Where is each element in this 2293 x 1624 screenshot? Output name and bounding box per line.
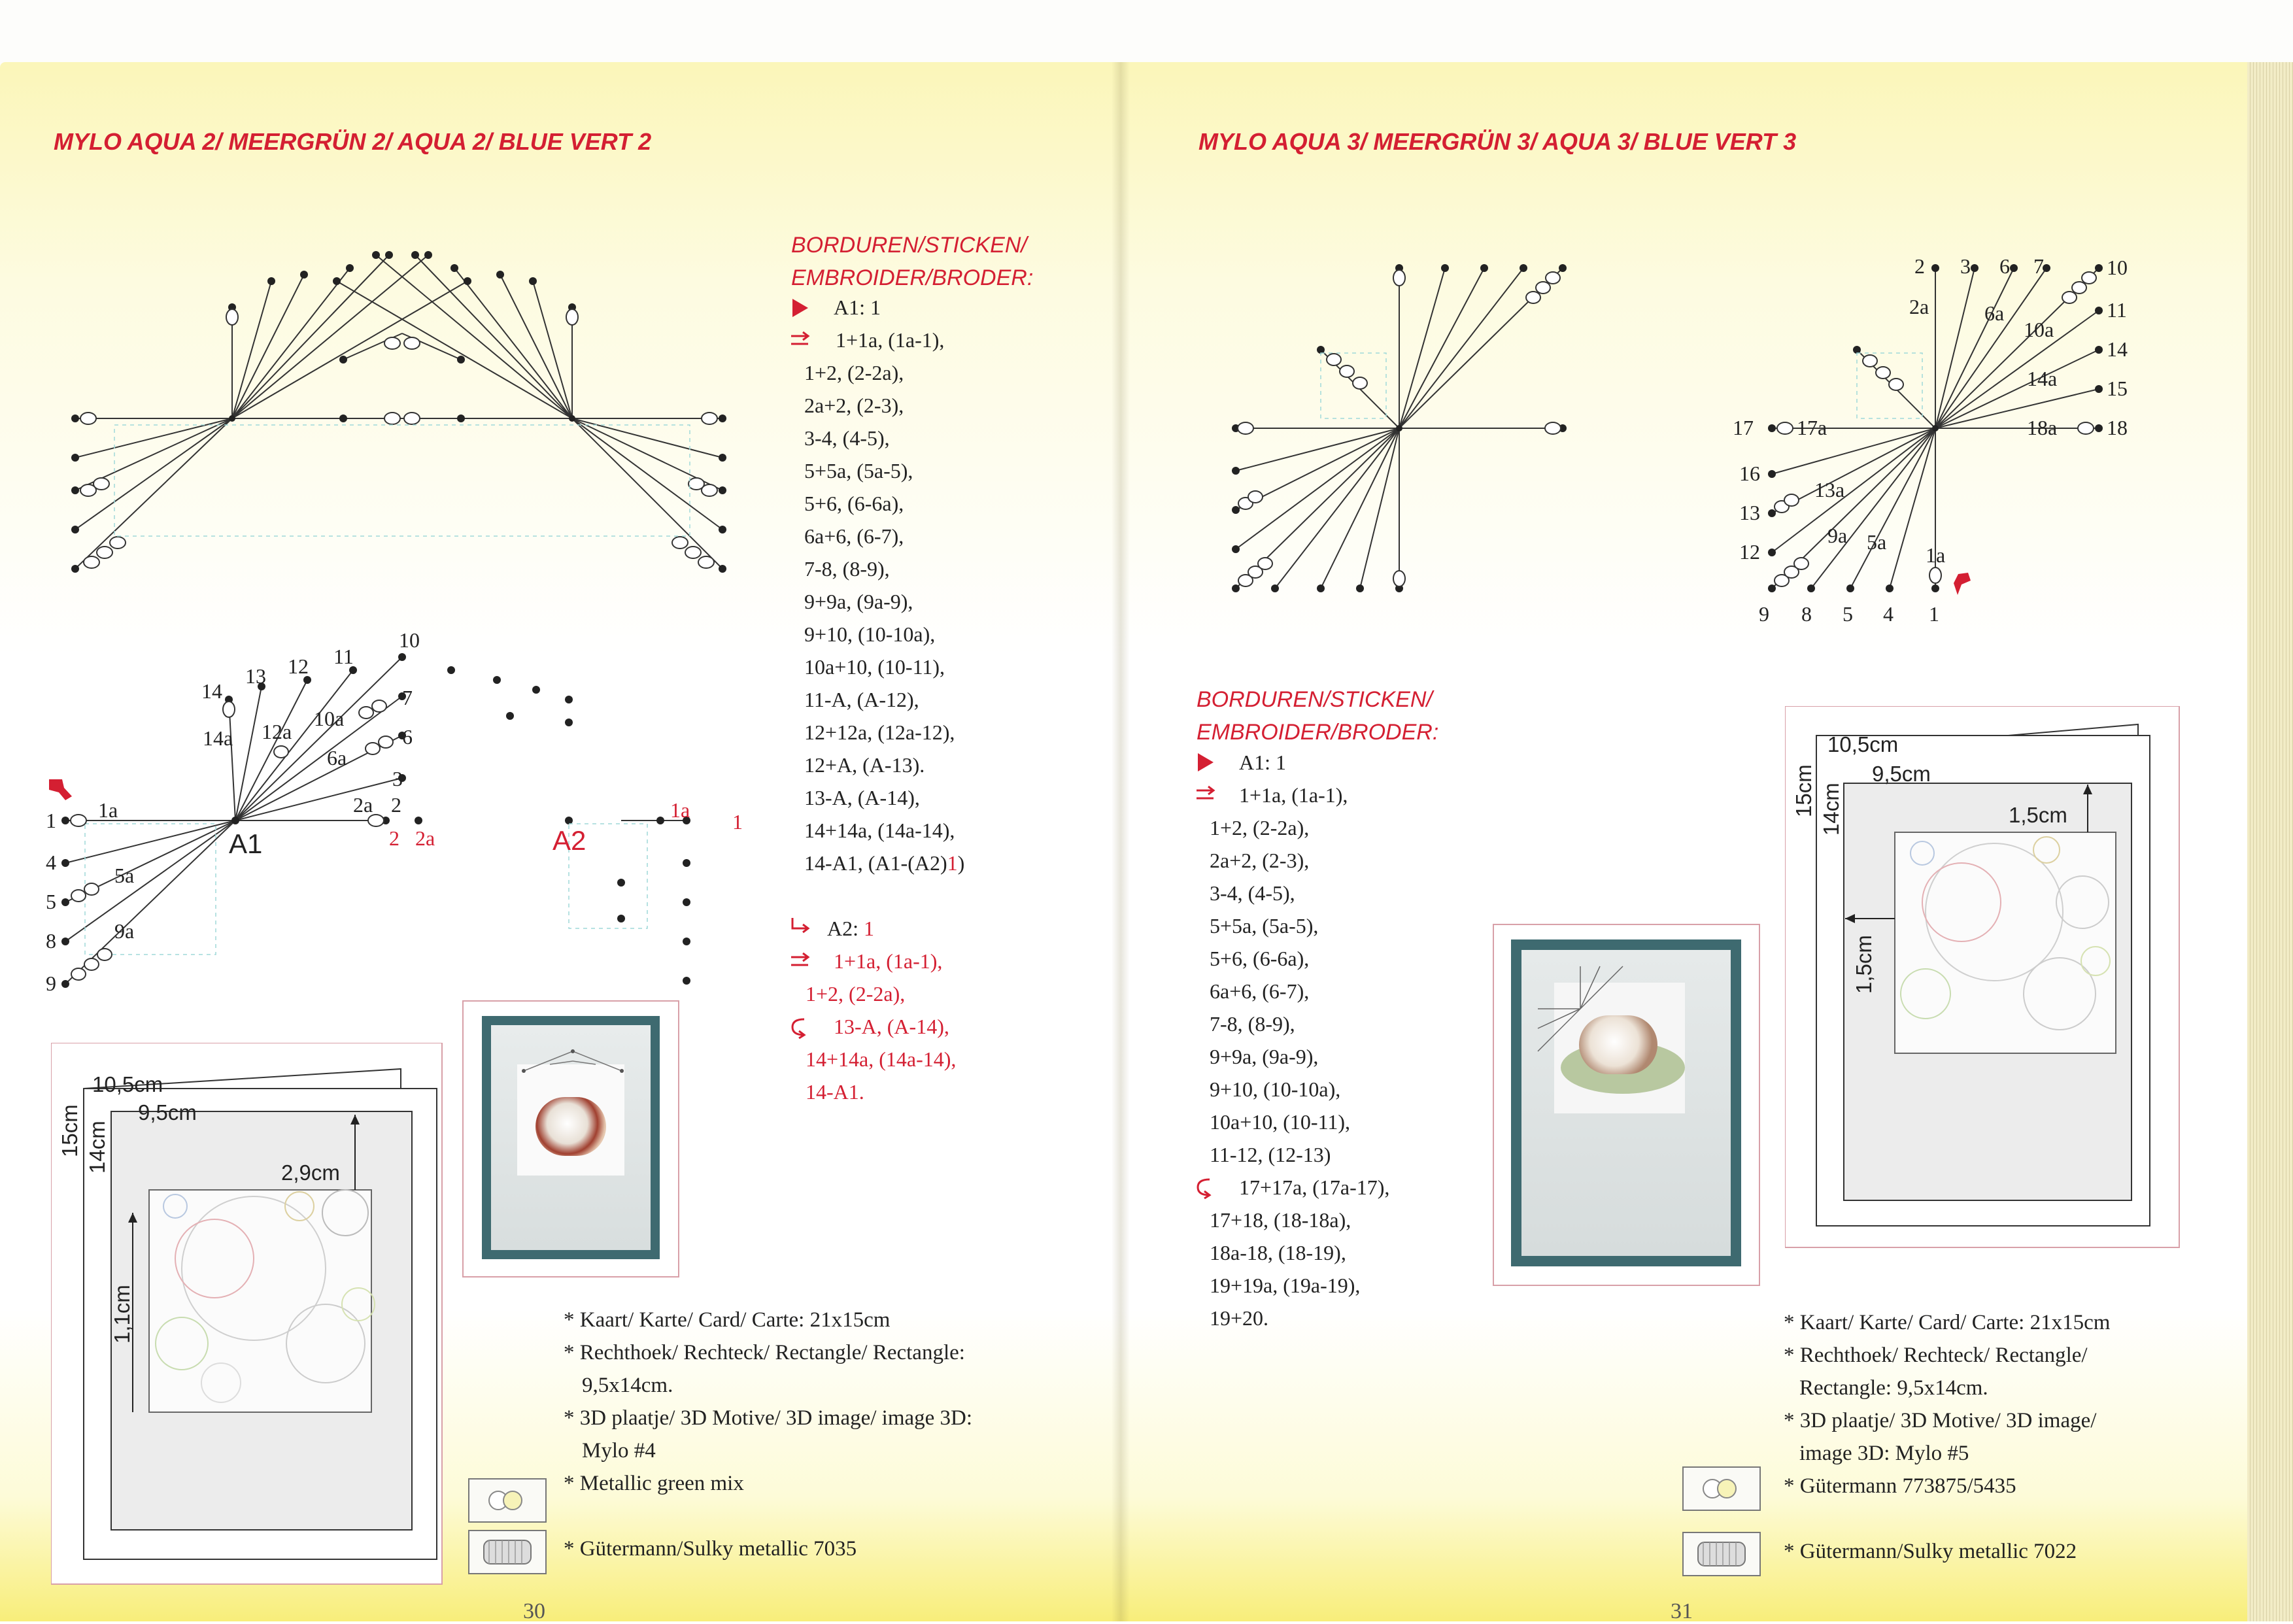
label-8: 8	[46, 929, 56, 953]
return-step-line: 19+19a, (19a-19),	[1210, 1274, 1361, 1297]
needle-pointer-icon	[49, 779, 72, 800]
step-line: 9+9a, (9a-9),	[804, 590, 913, 613]
dim-height-rect: 14cm	[1819, 783, 1843, 836]
return-step-line: 17+17a, (17a-17),	[1239, 1176, 1390, 1199]
step-line: 1+2, (2-2a),	[804, 361, 904, 384]
material-line: 9,5x14cm.	[582, 1374, 673, 1397]
label-17a: 17a	[1797, 416, 1827, 439]
step-line: 7-8, (8-9),	[804, 557, 890, 581]
step-line: 5+5a, (5a-5),	[804, 459, 913, 482]
step-line: 6a+6, (6-7),	[804, 524, 904, 548]
label-2: 2	[1914, 254, 1925, 278]
double-arrow-icon	[1195, 785, 1217, 804]
label-a1: A1	[229, 828, 263, 859]
material-line: Rectangle: 9,5x14cm.	[1799, 1376, 1988, 1400]
step-line: 10a+10, (10-11),	[804, 655, 945, 679]
step-last-red: 1	[947, 851, 958, 875]
dim-width-rect: 9,5cm	[138, 1100, 197, 1125]
label-6a: 6a	[1984, 301, 2005, 325]
page-title-left: MYLO AQUA 2/ MEERGRÜN 2/ AQUA 2/ BLUE VERT 2	[54, 128, 652, 155]
label-17: 17	[1733, 416, 1754, 439]
label-9: 9	[1759, 602, 1769, 626]
color-swatch-icon	[1682, 1466, 1761, 1511]
material-line: * Kaart/ Karte/ Card/ Carte: 21x15cm	[1784, 1311, 2111, 1334]
a2-return-step-line: 14+14a, (14a-14),	[806, 1047, 957, 1071]
step-line-last	[804, 847, 964, 880]
step-line: 1+1a, (1a-1),	[836, 328, 945, 352]
label-2: 2	[391, 793, 401, 817]
step-line: 14+14a, (14a-14),	[804, 819, 955, 842]
stitched-border-pattern	[511, 1038, 635, 1084]
label-18a: 18a	[2027, 416, 2058, 439]
step-line: 2a+2, (2-3),	[1210, 849, 1310, 872]
play-triangle-icon	[791, 297, 809, 318]
label-1: 1	[1929, 602, 1939, 626]
label-10: 10	[2107, 256, 2128, 279]
embroider-heading-line-1: BORDUREN/STICKEN/	[1197, 687, 1433, 712]
dim-side-offset: 1,5cm	[1852, 935, 1876, 994]
label-15: 15	[2107, 377, 2128, 400]
label-5a: 5a	[1867, 530, 1887, 554]
step-line: 5+6, (6-6a),	[804, 492, 904, 515]
material-line: * Rechthoek/ Rechteck/ Rectangle/	[1784, 1344, 2088, 1367]
embroider-heading-right	[1197, 683, 1438, 749]
card-photo-left	[462, 1000, 679, 1277]
label-9a: 9a	[114, 919, 135, 943]
label-9: 9	[46, 972, 56, 994]
thread-spool-icon	[1682, 1532, 1761, 1576]
label-a2-1: 1	[732, 810, 743, 834]
step-line: 1+1a, (1a-1),	[1239, 783, 1348, 807]
label-9a: 9a	[1827, 524, 1848, 547]
card-mat	[482, 1016, 660, 1259]
label-10a: 10a	[2024, 318, 2054, 341]
color-swatch-icon	[468, 1478, 547, 1523]
label-3: 3	[392, 767, 403, 790]
label-13: 13	[245, 664, 266, 688]
label-10: 10	[399, 628, 420, 652]
step-line: 12+12a, (12a-12),	[804, 720, 955, 744]
a2-start-value: 1	[864, 917, 874, 940]
turn-arrow-icon	[790, 917, 812, 936]
step-a1-start: A1: 1	[834, 296, 881, 319]
step-line: 11-12, (12-13)	[1210, 1143, 1331, 1166]
label-14: 14	[201, 679, 222, 703]
numbered-stitch-diagram-left	[46, 628, 765, 994]
card-layout-diagram-left	[51, 1043, 443, 1585]
label-2-red: 2	[389, 826, 399, 850]
card-photo-right	[1493, 924, 1760, 1286]
step-line: 10a+10, (10-11),	[1210, 1110, 1351, 1134]
page-number-right: 31	[1671, 1599, 1693, 1623]
label-13: 13	[1739, 501, 1760, 524]
card-panel	[491, 1025, 651, 1250]
label-3: 3	[1960, 254, 1971, 278]
material-line: * 3D plaatje/ 3D Motive/ 3D image/	[1784, 1409, 2097, 1432]
dim-height-card: 15cm	[58, 1104, 82, 1157]
card-mat	[1511, 939, 1741, 1266]
double-arrow-icon	[790, 951, 812, 971]
play-triangle-icon	[1197, 752, 1215, 773]
dim-height-card: 15cm	[1792, 764, 1816, 817]
return-step-line: 18a-18, (18-19),	[1210, 1241, 1346, 1264]
label-1a: 1a	[1926, 543, 1946, 567]
book-spine	[1112, 62, 1130, 1621]
a2-return-step-line: 13-A, (A-14),	[834, 1015, 949, 1038]
step-a2-start	[827, 913, 874, 945]
a2-start-label: A2:	[827, 917, 858, 940]
step-line: 13-A, (A-14),	[804, 786, 920, 809]
step-last-close: )	[957, 851, 965, 875]
label-8: 8	[1801, 602, 1812, 626]
label-13a: 13a	[1814, 478, 1845, 501]
material-line: * Rechthoek/ Rechteck/ Rectangle/ Rectangle:	[564, 1341, 965, 1364]
label-12: 12	[1739, 540, 1760, 564]
material-line: Mylo #4	[582, 1439, 656, 1463]
label-12: 12	[288, 654, 309, 678]
return-step-line: 17+18, (18-18a),	[1210, 1208, 1351, 1232]
card-layout-diagram-right	[1785, 706, 2181, 1249]
material-line: * Gütermann 773875/5435	[1784, 1474, 2016, 1498]
label-14a: 14a	[2027, 367, 2058, 390]
label-4: 4	[1883, 602, 1894, 626]
label-a2: A2	[552, 825, 586, 856]
label-5: 5	[46, 890, 56, 913]
label-6: 6	[402, 725, 413, 749]
label-18: 18	[2107, 416, 2128, 439]
thread-spool-icon	[468, 1530, 547, 1574]
step-line: 12+A, (A-13).	[804, 753, 925, 777]
label-14a: 14a	[203, 726, 233, 750]
dim-height-rect: 14cm	[85, 1121, 109, 1174]
material-line: * Gütermann/Sulky metallic 7022	[1784, 1540, 2077, 1563]
dim-side-offset: 1,1cm	[110, 1285, 134, 1344]
needle-pointer-icon	[1954, 573, 1971, 595]
label-2a: 2a	[353, 793, 373, 817]
page-title-right: MYLO AQUA 3/ MEERGRÜN 3/ AQUA 3/ BLUE VERT 3	[1198, 128, 1797, 155]
numbered-stitch-diagram-right	[1733, 248, 2164, 634]
label-2a: 2a	[1909, 295, 1929, 318]
step-line: 7-8, (8-9),	[1210, 1012, 1295, 1036]
embroider-heading-line-2: EMBROIDER/BRODER:	[1197, 720, 1439, 745]
return-hook-icon	[1195, 1177, 1215, 1199]
material-line: * Metallic green mix	[564, 1472, 744, 1495]
label-2a-red: 2a	[415, 826, 435, 850]
a2-step-line: 1+1a, (1a-1),	[834, 949, 943, 973]
a2-return-step-line: 14-A1.	[806, 1080, 864, 1104]
step-line: 1+2, (2-2a),	[1210, 816, 1310, 839]
label-7: 7	[2033, 254, 2044, 278]
double-arrow-icon	[790, 330, 812, 350]
step-line: 2a+2, (2-3),	[804, 394, 904, 417]
step-line: 9+9a, (9a-9),	[1210, 1045, 1319, 1068]
dim-top-offset: 1,5cm	[2009, 803, 2067, 827]
embroider-heading-left	[791, 229, 1033, 294]
label-11: 11	[2107, 298, 2127, 322]
step-line: 3-4, (4-5),	[804, 426, 890, 450]
return-hook-icon	[790, 1017, 809, 1039]
corner-pattern-diagram-right	[1223, 255, 1589, 608]
step-line: 3-4, (4-5),	[1210, 881, 1295, 905]
label-4: 4	[46, 851, 56, 874]
step-line: 11-A, (A-12),	[804, 688, 919, 711]
label-10a: 10a	[314, 707, 345, 730]
a2-step-line: 1+2, (2-2a),	[806, 982, 906, 1006]
label-14: 14	[2107, 337, 2128, 361]
step-last-text: 14-A1, (A1-(A2)	[804, 851, 947, 875]
card-panel	[1521, 950, 1731, 1256]
label-12a: 12a	[262, 720, 292, 743]
border-pattern-diagram-left	[62, 242, 742, 595]
step-line: 5+5a, (5a-5),	[1210, 914, 1319, 938]
material-line: * Kaart/ Karte/ Card/ Carte: 21x15cm	[564, 1308, 891, 1332]
label-5a: 5a	[114, 864, 135, 887]
label-7: 7	[402, 686, 413, 709]
label-1: 1	[46, 809, 56, 832]
label-6a: 6a	[327, 746, 347, 770]
material-line: image 3D: Mylo #5	[1799, 1442, 1969, 1465]
embroider-heading-line-1: BORDUREN/STICKEN/	[791, 233, 1027, 258]
label-5: 5	[1843, 602, 1853, 626]
embroider-heading-line-2: EMBROIDER/BRODER:	[791, 265, 1034, 290]
dim-width-card: 10,5cm	[92, 1072, 163, 1096]
material-line: * Gütermann/Sulky metallic 7035	[564, 1537, 857, 1561]
label-16: 16	[1739, 462, 1760, 485]
step-line: 5+6, (6-6a),	[1210, 947, 1310, 970]
dim-width-card: 10,5cm	[1827, 732, 1899, 756]
step-line: 9+10, (10-10a),	[1210, 1077, 1341, 1101]
dim-width-rect: 9,5cm	[1872, 762, 1931, 786]
mylo-motif-image	[535, 1097, 606, 1156]
page-number-left: 30	[523, 1599, 545, 1623]
label-6: 6	[1999, 254, 2010, 278]
stitched-corner-pattern	[1535, 963, 1626, 1055]
step-line: 6a+6, (6-7),	[1210, 979, 1310, 1003]
step-line: 9+10, (10-10a),	[804, 622, 936, 646]
page-edges	[2247, 62, 2293, 1621]
label-11: 11	[333, 645, 354, 668]
return-step-line: 19+20.	[1210, 1306, 1269, 1330]
material-line: * 3D plaatje/ 3D Motive/ 3D image/ image 3D:	[564, 1406, 973, 1430]
label-1a: 1a	[98, 798, 118, 822]
step-a1-start: A1: 1	[1239, 751, 1286, 774]
dim-top-offset: 2,9cm	[281, 1160, 340, 1185]
label-a2-1a: 1a	[670, 798, 690, 822]
